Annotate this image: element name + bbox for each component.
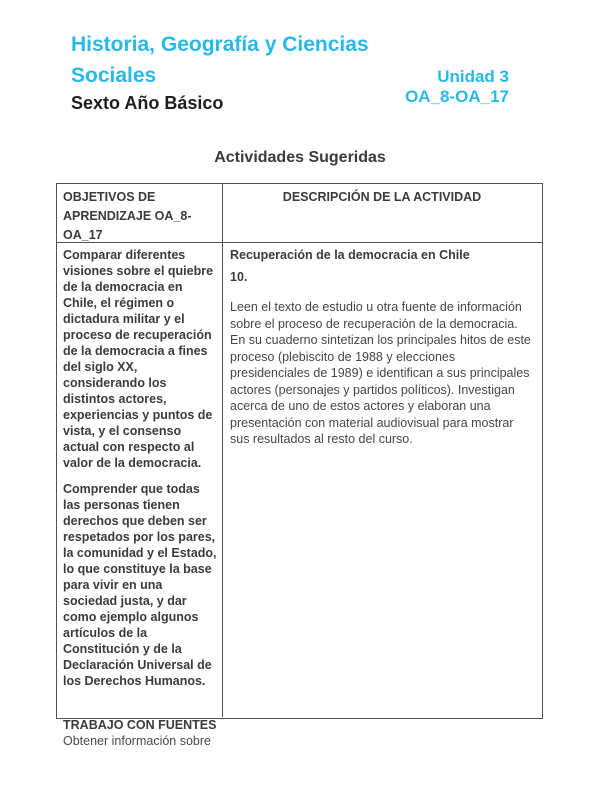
section-title: Actividades Sugeridas (214, 149, 386, 166)
document-header (71, 29, 433, 114)
sources-block (63, 717, 217, 749)
course-title: Historia, Geografía y Ciencias Sociales (71, 33, 369, 87)
table-header-row (57, 184, 542, 243)
activity-heading: Recuperación de la democracia en Chile (230, 248, 470, 262)
sources-heading: TRABAJO CON FUENTES (63, 718, 217, 732)
activity-cell (223, 243, 542, 717)
sources-text: Obtener información sobre (63, 734, 211, 748)
activities-table (56, 183, 543, 748)
objective-paragraph-1: Comparar diferentes visiones sobre el quiebre de la democracia en Chile, el régimen o dictadura militar y el proceso de recuperación de la democracia a fines del siglo XX, considerando los distintos actores, experiencias y puntos de vista, y el consenso actual con respecto al valor de la democracia. (63, 248, 214, 470)
activity-number: 10. (230, 270, 248, 284)
grade-level: Sexto Año Básico (71, 93, 224, 113)
table-body-row (57, 243, 542, 748)
document-header-meta (405, 67, 509, 107)
oa-range-label: OA_8-OA_17 (405, 87, 509, 106)
table-header-description: DESCRIPCIÓN DE LA ACTIVIDAD (282, 190, 482, 204)
table-header-objectives: OBJETIVOS DE APRENDIZAJE OA_8-OA_17 (57, 184, 223, 242)
objective-paragraph-2: Comprender que todas las personas tienen derechos que deben ser respetados por los pares, la comunidad y el Estado, lo que constituye la base para vivir en una sociedad justa, y dar como ejemplo algunos artículos de la Constitución y de la Declaración Universal de los Derechos Humanos. (63, 482, 217, 688)
objectives-cell (57, 243, 223, 748)
unit-label: Unidad 3 (437, 67, 509, 86)
activity-description: Leen el texto de estudio u otra fuente de información sobre el proceso de recuperación de la democracia. En su cuaderno sintetizan los principales hitos de este proceso (plebiscito de 1988 y elecciones presidenciales de 1989) e identifican a sus principales actores (personajes y partidos políticos). Investigan acerca de uno de estos actores y elaboran una presentación con material audiovisual para mostrar sus resultados al resto del curso. (230, 300, 531, 446)
